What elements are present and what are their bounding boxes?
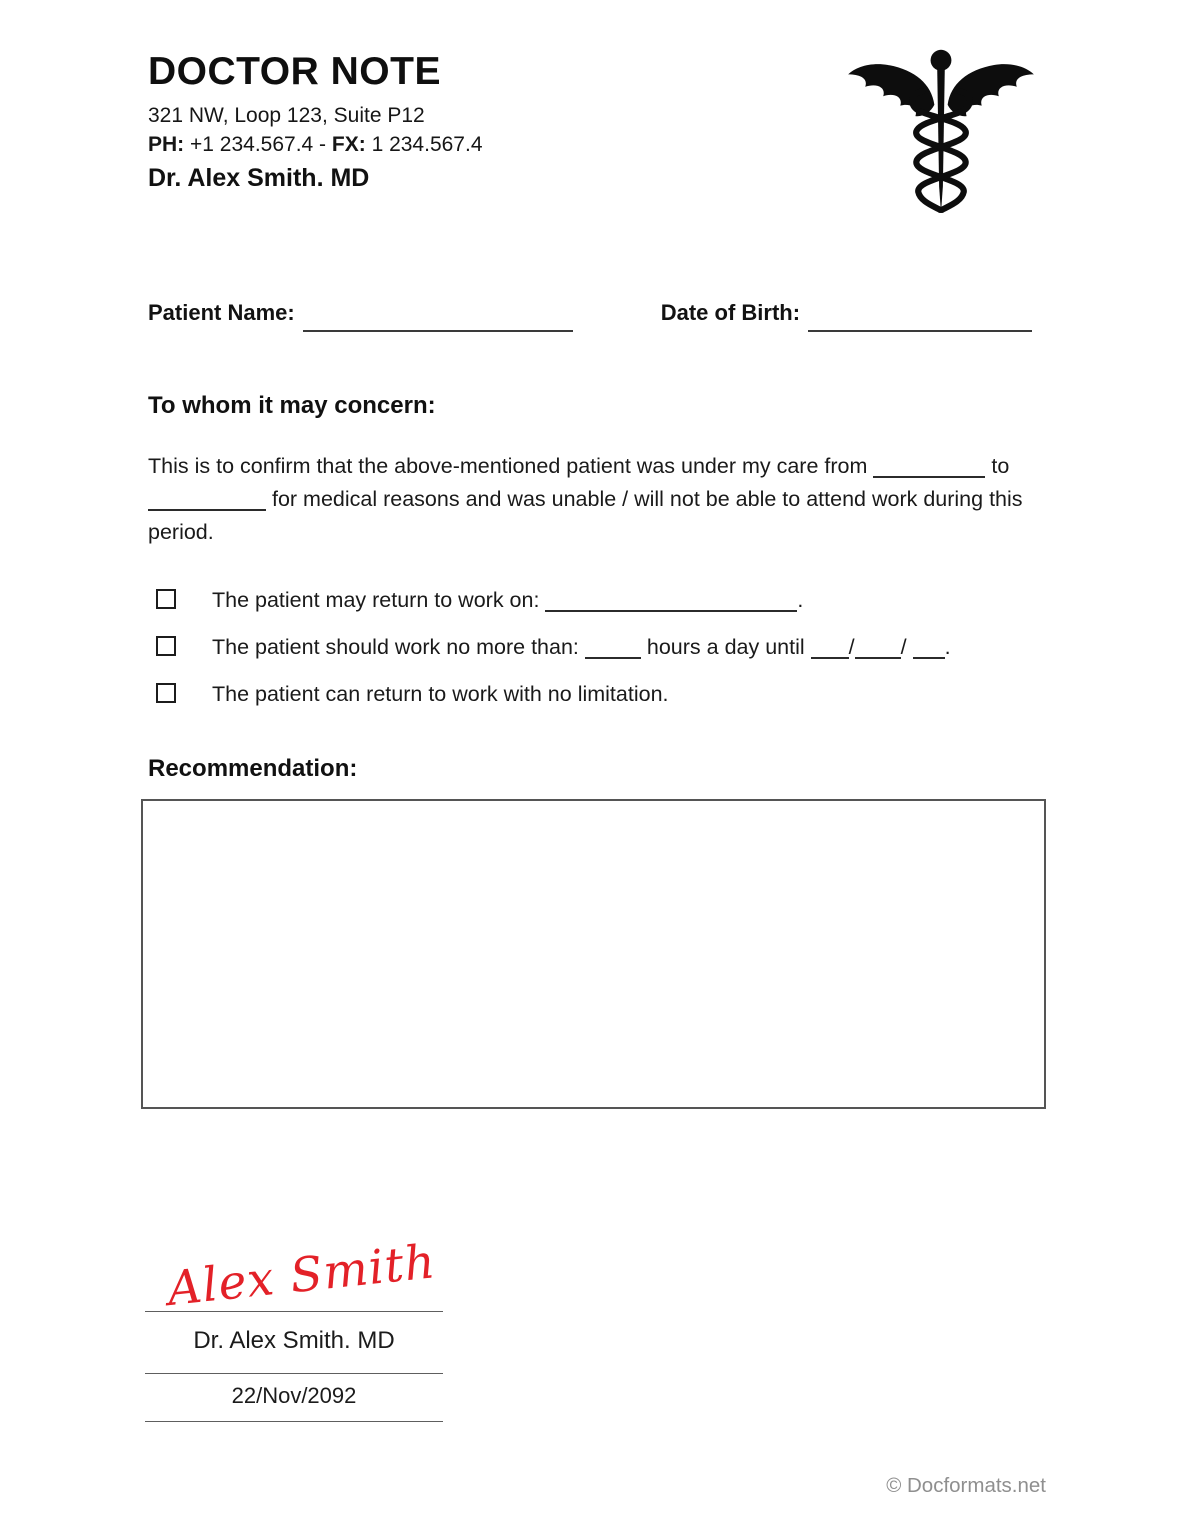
return-date-label: The patient may return to work on: [212, 588, 540, 612]
name-divider-line [145, 1373, 443, 1374]
limited-hours-label: The patient should work no more than: [212, 635, 579, 659]
checklist-item-no-limitation [156, 682, 1056, 707]
return-date-blank[interactable] [545, 592, 797, 612]
dob-field[interactable] [808, 300, 1032, 332]
limited-hours-checkbox[interactable] [156, 636, 176, 656]
signature-line [145, 1311, 443, 1312]
letterhead [148, 52, 483, 193]
care-from-blank[interactable] [873, 458, 985, 478]
salutation: To whom it may concern: [148, 392, 436, 419]
phone-fax-line [148, 133, 483, 157]
patient-info-row [148, 300, 1048, 340]
return-date-period: . [797, 588, 804, 612]
date-slash-1: / [848, 635, 855, 659]
phone-value: +1 234.567.4 - [190, 132, 327, 156]
signature-date: 22/Nov/2092 [231, 1383, 357, 1408]
limited-hours-period: . [944, 635, 951, 659]
fax-value: 1 234.567.4 [371, 132, 483, 156]
signature-doctor-name: Dr. Alex Smith. MD [193, 1327, 395, 1354]
until-year-blank[interactable] [913, 639, 945, 659]
patient-name-label: Patient Name: [148, 300, 295, 325]
phone-label: PH: [148, 132, 185, 156]
footer-credit: © Docformats.net [886, 1474, 1046, 1497]
caduceus-icon [846, 46, 1036, 226]
fax-label: FX: [331, 132, 366, 156]
paragraph-text-3: period. [148, 520, 214, 544]
until-month-blank[interactable] [855, 639, 901, 659]
care-to-blank[interactable] [148, 491, 266, 511]
paragraph-text-1b: to [991, 454, 1010, 478]
paragraph-text-1: This is to confirm that the above-mentioned patient was under my care from [148, 454, 868, 478]
recommendation-label: Recommendation: [148, 755, 358, 782]
clinic-address: 321 NW, Loop 123, Suite P12 [148, 103, 425, 127]
paragraph-text-2: for medical reasons and was unable / will not be able to attend work during this [271, 487, 1023, 511]
no-limitation-checkbox[interactable] [156, 683, 176, 703]
date-slash-2: / [900, 635, 907, 659]
checklist-item-return-date [156, 588, 1056, 613]
return-date-checkbox[interactable] [156, 589, 176, 609]
date-divider-line [145, 1421, 443, 1422]
checklist-item-limited-hours [156, 635, 1056, 660]
no-limitation-label: The patient can return to work with no limitation. [212, 682, 669, 706]
dob-label: Date of Birth: [660, 300, 801, 325]
until-day-blank[interactable] [811, 639, 849, 659]
paragraph-line-3 [148, 516, 1048, 549]
patient-name-field[interactable] [303, 300, 573, 332]
paragraph-line-2 [148, 483, 1048, 516]
doctor-name-header: Dr. Alex Smith. MD [148, 163, 370, 192]
paragraph-line-1 [148, 450, 1048, 483]
hours-blank[interactable] [585, 639, 641, 659]
limited-hours-label-2: hours a day until [646, 635, 805, 659]
confirmation-paragraph [148, 450, 1048, 549]
recommendation-box[interactable] [141, 799, 1046, 1109]
page-title: DOCTOR NOTE [148, 50, 441, 93]
signature-script: Alex Smith [164, 1234, 439, 1318]
